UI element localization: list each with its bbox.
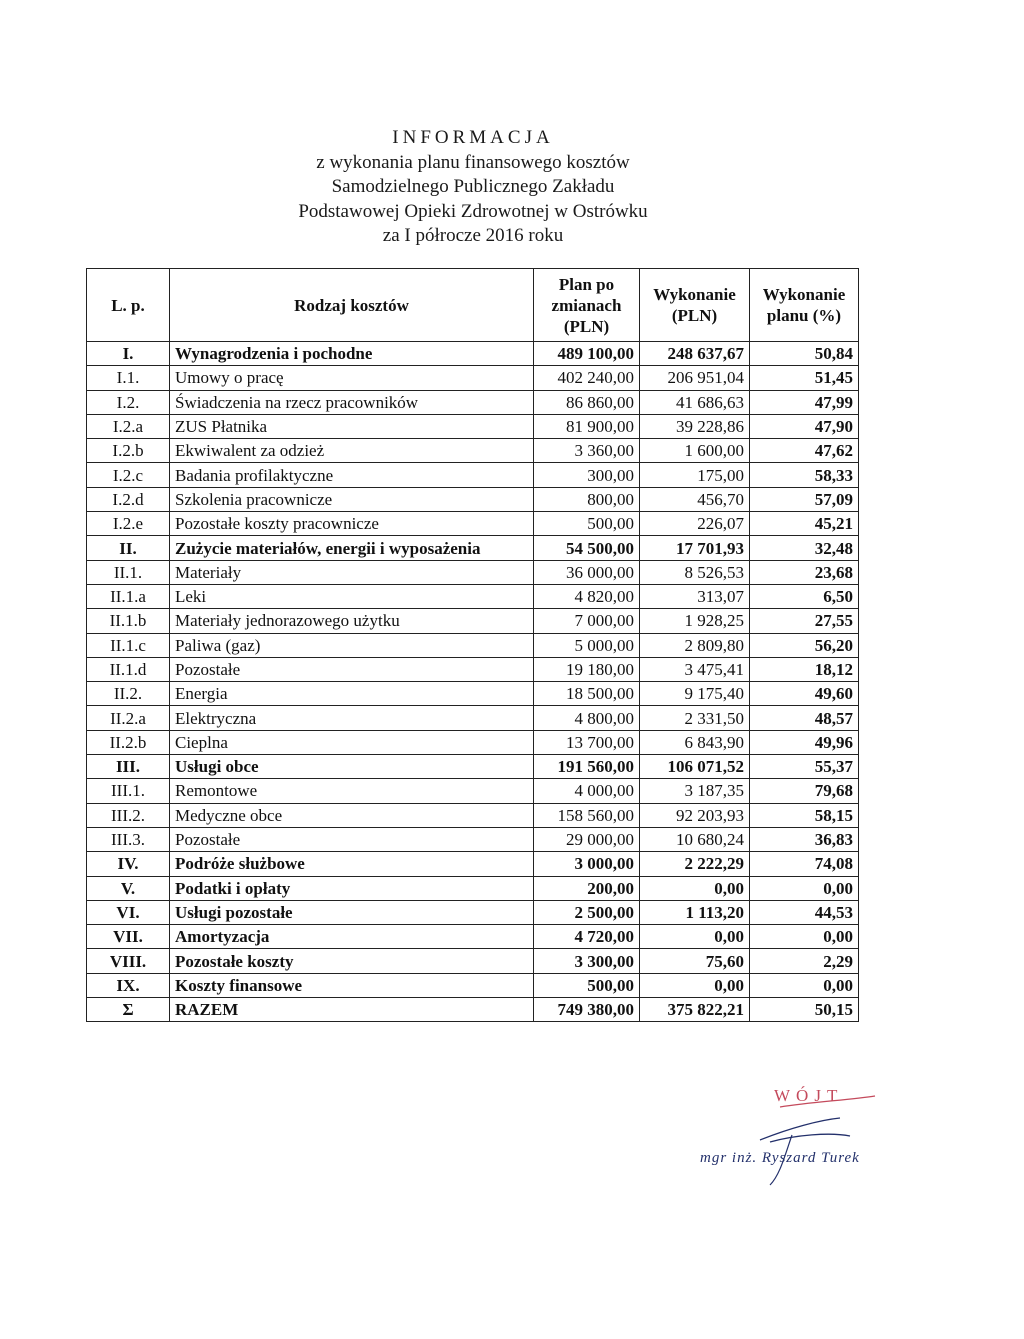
execution-percent: 47,62 bbox=[750, 439, 859, 463]
table-row bbox=[87, 633, 859, 657]
cost-type: Paliwa (gaz) bbox=[170, 633, 534, 657]
execution-value: 2 222,29 bbox=[640, 852, 750, 876]
row-number: VIII. bbox=[87, 949, 170, 973]
plan-value: 3 360,00 bbox=[534, 439, 640, 463]
execution-value: 39 228,86 bbox=[640, 414, 750, 438]
cost-type: Szkolenia pracownicze bbox=[170, 487, 534, 511]
cost-type: Umowy o pracę bbox=[170, 366, 534, 390]
row-number: II.2. bbox=[87, 682, 170, 706]
table-row bbox=[87, 706, 859, 730]
execution-percent: 2,29 bbox=[750, 949, 859, 973]
cost-type: ZUS Płatnika bbox=[170, 414, 534, 438]
cost-type: Materiały jednorazowego użytku bbox=[170, 609, 534, 633]
plan-value: 29 000,00 bbox=[534, 827, 640, 851]
document-title: INFORMACJA bbox=[392, 127, 554, 148]
row-number: II.1. bbox=[87, 560, 170, 584]
execution-value: 3 475,41 bbox=[640, 657, 750, 681]
execution-value: 2 809,80 bbox=[640, 633, 750, 657]
table-row bbox=[87, 779, 859, 803]
table-row bbox=[87, 925, 859, 949]
execution-percent: 32,48 bbox=[750, 536, 859, 560]
row-number: I. bbox=[87, 342, 170, 366]
execution-value: 106 071,52 bbox=[640, 755, 750, 779]
execution-percent: 51,45 bbox=[750, 366, 859, 390]
cost-type: Podatki i opłaty bbox=[170, 876, 534, 900]
execution-value: 75,60 bbox=[640, 949, 750, 973]
row-number: II.2.a bbox=[87, 706, 170, 730]
document-header bbox=[0, 126, 946, 249]
plan-value: 54 500,00 bbox=[534, 536, 640, 560]
table-row bbox=[87, 803, 859, 827]
execution-percent: 47,99 bbox=[750, 390, 859, 414]
cost-type: Remontowe bbox=[170, 779, 534, 803]
table-header-row bbox=[87, 269, 859, 342]
execution-percent: 57,09 bbox=[750, 487, 859, 511]
row-number: VI. bbox=[87, 900, 170, 924]
execution-value: 2 331,50 bbox=[640, 706, 750, 730]
execution-percent: 45,21 bbox=[750, 512, 859, 536]
row-number: II.2.b bbox=[87, 730, 170, 754]
plan-value: 4 000,00 bbox=[534, 779, 640, 803]
cost-type: Cieplna bbox=[170, 730, 534, 754]
cost-type: Pozostałe bbox=[170, 827, 534, 851]
execution-percent: 44,53 bbox=[750, 900, 859, 924]
execution-value: 226,07 bbox=[640, 512, 750, 536]
plan-value: 191 560,00 bbox=[534, 755, 640, 779]
plan-value: 300,00 bbox=[534, 463, 640, 487]
table-row bbox=[87, 584, 859, 608]
row-number: I.1. bbox=[87, 366, 170, 390]
table-row bbox=[87, 439, 859, 463]
plan-value: 402 240,00 bbox=[534, 366, 640, 390]
execution-percent: 56,20 bbox=[750, 633, 859, 657]
plan-value: 13 700,00 bbox=[534, 730, 640, 754]
cost-type: Badania profilaktyczne bbox=[170, 463, 534, 487]
execution-percent: 48,57 bbox=[750, 706, 859, 730]
execution-percent: 55,37 bbox=[750, 755, 859, 779]
table-row bbox=[87, 414, 859, 438]
plan-value: 200,00 bbox=[534, 876, 640, 900]
plan-value: 18 500,00 bbox=[534, 682, 640, 706]
plan-value: 800,00 bbox=[534, 487, 640, 511]
cost-type: Podróże służbowe bbox=[170, 852, 534, 876]
table-row bbox=[87, 852, 859, 876]
signature-name: mgr inż. Ryszard Turek bbox=[700, 1150, 860, 1166]
cost-type: Elektryczna bbox=[170, 706, 534, 730]
table-row bbox=[87, 876, 859, 900]
execution-value: 41 686,63 bbox=[640, 390, 750, 414]
row-number: II.1.b bbox=[87, 609, 170, 633]
plan-value: 86 860,00 bbox=[534, 390, 640, 414]
table-row bbox=[87, 342, 859, 366]
execution-percent: 36,83 bbox=[750, 827, 859, 851]
execution-value: 17 701,93 bbox=[640, 536, 750, 560]
column-header-pct: Wykonanie planu (%) bbox=[750, 269, 859, 342]
row-number: I.2.e bbox=[87, 512, 170, 536]
execution-value: 8 526,53 bbox=[640, 560, 750, 584]
execution-value: 0,00 bbox=[640, 973, 750, 997]
table-row bbox=[87, 730, 859, 754]
cost-type: Koszty finansowe bbox=[170, 973, 534, 997]
execution-value: 313,07 bbox=[640, 584, 750, 608]
plan-value: 500,00 bbox=[534, 973, 640, 997]
row-number: V. bbox=[87, 876, 170, 900]
table-row bbox=[87, 657, 859, 681]
execution-percent: 0,00 bbox=[750, 925, 859, 949]
table-row bbox=[87, 463, 859, 487]
execution-percent: 18,12 bbox=[750, 657, 859, 681]
row-number: II.1.d bbox=[87, 657, 170, 681]
plan-value: 36 000,00 bbox=[534, 560, 640, 584]
subtitle-line-2: Samodzielnego Publicznego Zakładu bbox=[331, 176, 615, 197]
plan-value: 4 800,00 bbox=[534, 706, 640, 730]
signature-title: WÓJT bbox=[774, 1086, 844, 1105]
table-row bbox=[87, 512, 859, 536]
execution-value: 456,70 bbox=[640, 487, 750, 511]
row-number: III.1. bbox=[87, 779, 170, 803]
execution-percent: 58,33 bbox=[750, 463, 859, 487]
execution-value: 1 113,20 bbox=[640, 900, 750, 924]
table-row bbox=[87, 560, 859, 584]
row-number: VII. bbox=[87, 925, 170, 949]
column-header-exec: Wykonanie (PLN) bbox=[640, 269, 750, 342]
plan-value: 3 000,00 bbox=[534, 852, 640, 876]
column-header-lp: L. p. bbox=[87, 269, 170, 342]
plan-value: 7 000,00 bbox=[534, 609, 640, 633]
table-row bbox=[87, 998, 859, 1022]
row-number: III. bbox=[87, 755, 170, 779]
cost-type: Amortyzacja bbox=[170, 925, 534, 949]
column-header-plan: Plan po zmianach (PLN) bbox=[534, 269, 640, 342]
execution-percent: 0,00 bbox=[750, 973, 859, 997]
execution-percent: 49,60 bbox=[750, 682, 859, 706]
row-number: III.2. bbox=[87, 803, 170, 827]
execution-percent: 79,68 bbox=[750, 779, 859, 803]
cost-type: Usługi obce bbox=[170, 755, 534, 779]
cost-type: Pozostałe koszty bbox=[170, 949, 534, 973]
subtitle-line-1: z wykonania planu finansowego kosztów bbox=[316, 151, 630, 173]
subtitle-line-3: Podstawowej Opieki Zdrowotnej w Ostrówku bbox=[298, 200, 648, 222]
execution-percent: 50,15 bbox=[750, 998, 859, 1022]
table-row bbox=[87, 827, 859, 851]
signature-block bbox=[700, 1080, 940, 1190]
execution-percent: 47,90 bbox=[750, 414, 859, 438]
row-number: II.1.a bbox=[87, 584, 170, 608]
table-row bbox=[87, 755, 859, 779]
execution-value: 206 951,04 bbox=[640, 366, 750, 390]
plan-value: 81 900,00 bbox=[534, 414, 640, 438]
plan-value: 489 100,00 bbox=[534, 342, 640, 366]
table-row bbox=[87, 682, 859, 706]
execution-value: 1 600,00 bbox=[640, 439, 750, 463]
execution-percent: 23,68 bbox=[750, 560, 859, 584]
plan-value: 2 500,00 bbox=[534, 900, 640, 924]
table-row bbox=[87, 536, 859, 560]
execution-percent: 58,15 bbox=[750, 803, 859, 827]
cost-type: Materiały bbox=[170, 560, 534, 584]
execution-value: 6 843,90 bbox=[640, 730, 750, 754]
execution-percent: 6,50 bbox=[750, 584, 859, 608]
plan-value: 4 820,00 bbox=[534, 584, 640, 608]
execution-value: 248 637,67 bbox=[640, 342, 750, 366]
execution-percent: 0,00 bbox=[750, 876, 859, 900]
plan-value: 19 180,00 bbox=[534, 657, 640, 681]
execution-percent: 74,08 bbox=[750, 852, 859, 876]
execution-value: 0,00 bbox=[640, 876, 750, 900]
cost-type: Usługi pozostałe bbox=[170, 900, 534, 924]
execution-value: 1 928,25 bbox=[640, 609, 750, 633]
cost-type: Wynagrodzenia i pochodne bbox=[170, 342, 534, 366]
execution-value: 10 680,24 bbox=[640, 827, 750, 851]
plan-value: 749 380,00 bbox=[534, 998, 640, 1022]
row-number: III.3. bbox=[87, 827, 170, 851]
table-row bbox=[87, 487, 859, 511]
execution-value: 9 175,40 bbox=[640, 682, 750, 706]
plan-value: 500,00 bbox=[534, 512, 640, 536]
cost-type: Ekwiwalent za odzież bbox=[170, 439, 534, 463]
row-number: I.2.a bbox=[87, 414, 170, 438]
cost-type: Świadczenia na rzecz pracowników bbox=[170, 390, 534, 414]
table-row bbox=[87, 973, 859, 997]
plan-value: 3 300,00 bbox=[534, 949, 640, 973]
cost-type: Zużycie materiałów, energii i wyposażenia bbox=[170, 536, 534, 560]
cost-type: Leki bbox=[170, 584, 534, 608]
row-number: II.1.c bbox=[87, 633, 170, 657]
table-row bbox=[87, 609, 859, 633]
execution-value: 175,00 bbox=[640, 463, 750, 487]
plan-value: 158 560,00 bbox=[534, 803, 640, 827]
cost-type: Energia bbox=[170, 682, 534, 706]
row-number: IX. bbox=[87, 973, 170, 997]
plan-value: 4 720,00 bbox=[534, 925, 640, 949]
execution-percent: 49,96 bbox=[750, 730, 859, 754]
column-header-name: Rodzaj kosztów bbox=[170, 269, 534, 342]
subtitle-line-4: za I półrocze 2016 roku bbox=[382, 225, 564, 246]
table-row bbox=[87, 366, 859, 390]
row-number: I.2.d bbox=[87, 487, 170, 511]
row-number: I.2.c bbox=[87, 463, 170, 487]
execution-value: 3 187,35 bbox=[640, 779, 750, 803]
table-row bbox=[87, 949, 859, 973]
row-number: I.2. bbox=[87, 390, 170, 414]
cost-type: Pozostałe koszty pracownicze bbox=[170, 512, 534, 536]
table-body bbox=[87, 342, 859, 1022]
execution-value: 92 203,93 bbox=[640, 803, 750, 827]
execution-percent: 50,84 bbox=[750, 342, 859, 366]
execution-value: 0,00 bbox=[640, 925, 750, 949]
row-number: Σ bbox=[87, 998, 170, 1022]
table-row bbox=[87, 900, 859, 924]
plan-value: 5 000,00 bbox=[534, 633, 640, 657]
costs-table bbox=[86, 268, 859, 1022]
row-number: II. bbox=[87, 536, 170, 560]
cost-type: Pozostałe bbox=[170, 657, 534, 681]
row-number: IV. bbox=[87, 852, 170, 876]
cost-type: Medyczne obce bbox=[170, 803, 534, 827]
execution-value: 375 822,21 bbox=[640, 998, 750, 1022]
table-row bbox=[87, 390, 859, 414]
row-number: I.2.b bbox=[87, 439, 170, 463]
execution-percent: 27,55 bbox=[750, 609, 859, 633]
cost-type: RAZEM bbox=[170, 998, 534, 1022]
